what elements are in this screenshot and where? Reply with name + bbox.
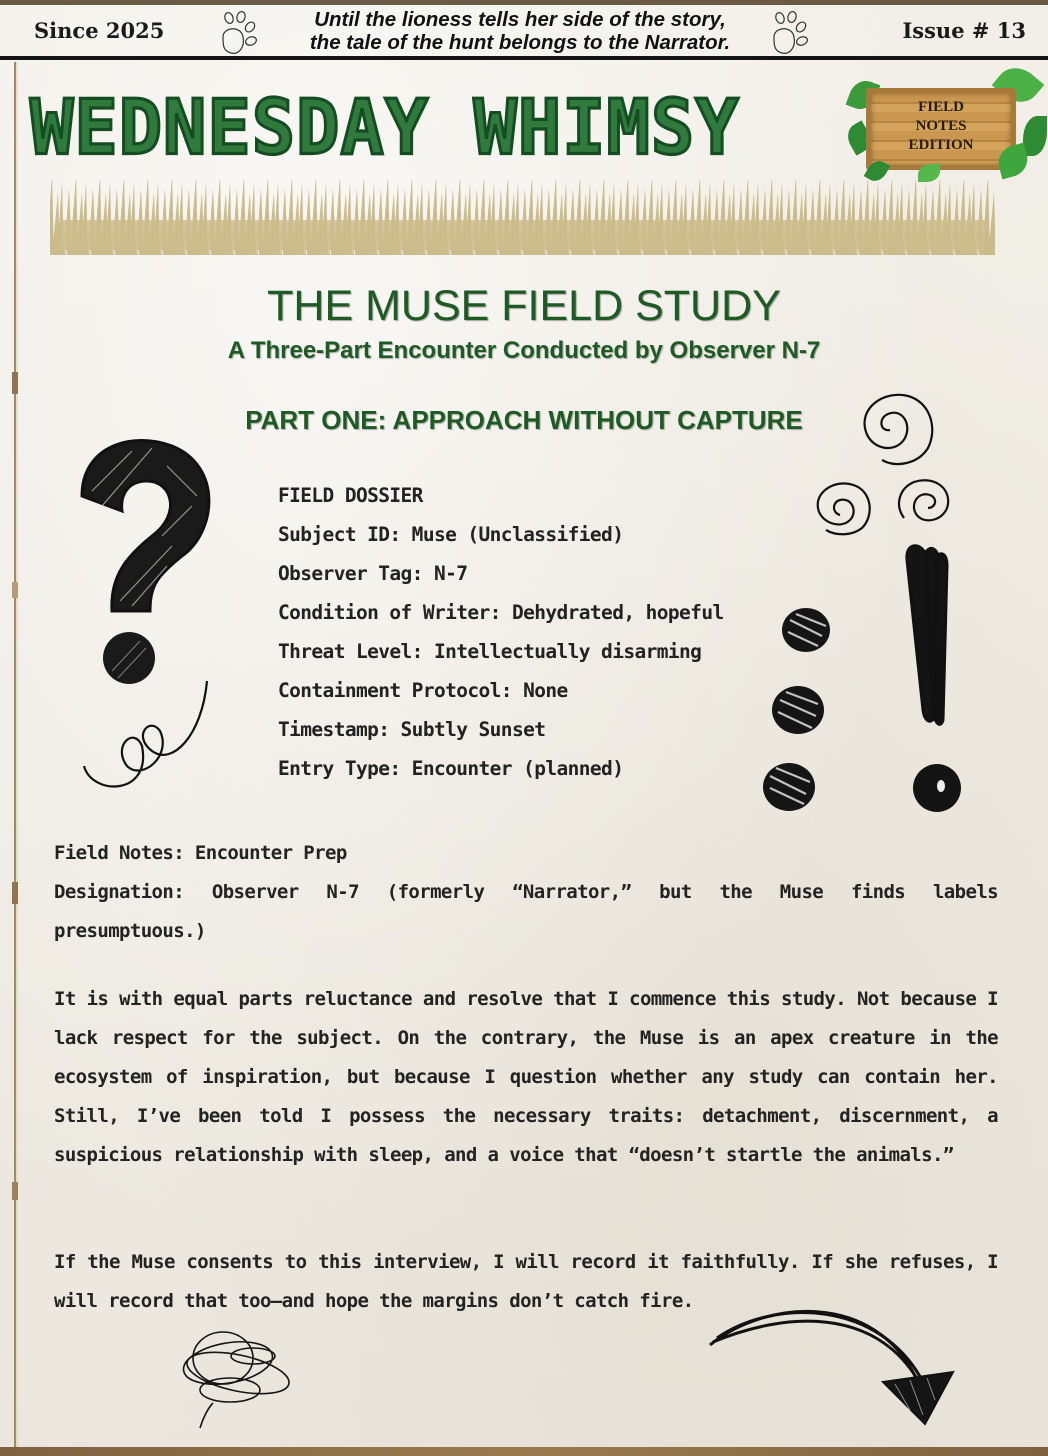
tagline-line-1: Until the lioness tells her side of the story, [314,8,726,31]
designation-text: Designation: Observer N-7 (formerly “Narrator,” but the Muse finds labels presumptuous.) [54,881,998,942]
dots-doodle [760,600,840,815]
bottom-border [0,1447,1048,1456]
sign-line: FIELD [918,99,964,115]
masthead-title: WEDNESDAY WHIMSY [30,82,740,172]
exclamation-doodle [895,540,975,815]
sign-line: NOTES [915,118,967,134]
dossier-line: Threat Level: Intellectually disarming [278,640,702,663]
article-title: THE MUSE FIELD STUDY [267,282,781,330]
dossier-line: Observer Tag: N-7 [278,562,468,585]
page-binding [10,62,20,1447]
sign-line: EDITION [908,137,974,153]
article-subtitle: A Three-Part Encounter Conducted by Observer N-7 [227,337,821,364]
tagline [280,8,760,54]
body-paragraph: It is with equal parts reluctance and resolve that I commence this study. Not because I lack respect for the subject. On the contrary, the Muse is an apex creature in the ecosystem of inspiration, but because I question whether any study can contain her. Still, I’ve been told I possess the necessary traits: detachment, discernment, a suspicious relationship with sleep, and a voice that “doesn’t startle the animals.” [54,988,998,1166]
paw-print-icon [768,11,814,57]
dossier-line: Condition of Writer: Dehydrated, hopeful [278,601,724,624]
field-notes-heading: Field Notes: Encounter Prep [54,842,347,864]
field-notes-section [54,834,998,951]
spiral-doodles [800,380,960,540]
header-bar [0,5,1048,60]
issue-number: Issue # 13 [902,18,1026,43]
dossier-line: Containment Protocol: None [278,679,568,702]
sign-text [866,98,1016,155]
part-heading: PART ONE: APPROACH WITHOUT CAPTURE [245,405,803,435]
tagline-line-2: the tale of the hunt belongs to the Narrator. [309,31,731,54]
field-dossier [278,476,724,788]
body-paragraph: If the Muse consents to this interview, I will record it faithfully. If she refuses, I will record that too—and hope the margins don’t catch fire. [54,1251,998,1312]
question-mark-doodle [72,436,222,806]
since-label: Since 2025 [34,18,165,43]
dossier-line: Timestamp: Subtly Sunset [278,718,546,741]
paw-print-icon [217,11,263,57]
grass-decoration [40,170,1005,255]
dossier-line: Entry Type: Encounter (planned) [278,757,624,780]
dossier-heading: FIELD DOSSIER [278,484,423,507]
curved-arrow-doodle [705,1300,965,1430]
dossier-line: Subject ID: Muse (Unclassified) [278,523,624,546]
scribble-doodle [168,1328,308,1428]
